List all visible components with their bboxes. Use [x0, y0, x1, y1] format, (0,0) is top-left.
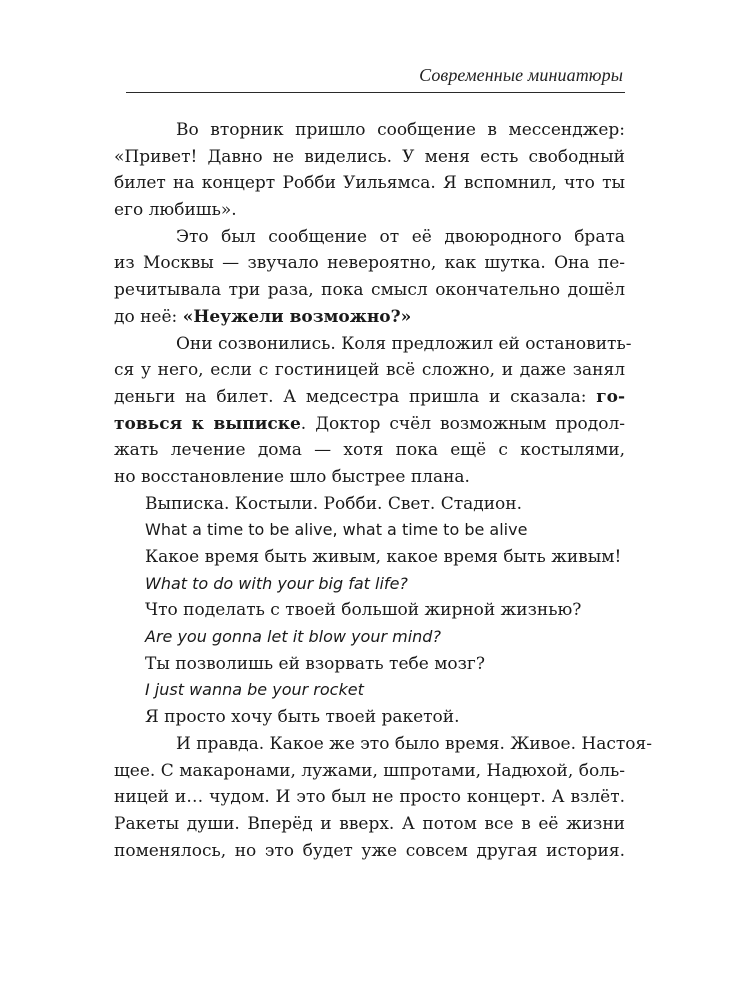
- running-header-title: Современные миниатюры: [419, 65, 623, 85]
- lyric-line-3: Are you gonna let it blow your mind?: [145, 627, 441, 647]
- paragraph-2-line-1: Это был сообщение от её двоюродного брата: [176, 226, 625, 247]
- lyric-translation-1: Какое время быть живым, какое время быть живым!: [145, 547, 622, 567]
- paragraph-1-line-4: его любишь».: [114, 200, 237, 221]
- paragraph-5-line-3: ницей и… чудом. И это был не просто концерт. А взлёт.: [114, 787, 625, 808]
- paragraph-5-line-4: Ракеты души. Вперёд и вверх. А потом все в её жизни: [114, 813, 625, 834]
- paragraph-1-line-3: билет на концерт Робби Уильямса. Я вспомнил, что ты: [114, 173, 625, 194]
- paragraph-2-line-2: из Москвы — звучало невероятно, как шутка. Она пе-: [114, 253, 625, 274]
- paragraph-3-line-3: [114, 384, 625, 411]
- bold-phrase-end: товься к выписке: [114, 413, 301, 434]
- paragraph-5-line-1: И правда. Какое же это было время. Живое. Настоя-: [176, 733, 653, 754]
- lyric-line-2: What to do with your big fat life?: [145, 573, 408, 593]
- paragraph-3-line-3-text: деньги на билет. А медсестра пришла и сказала:: [114, 386, 597, 407]
- paragraph-3-line-6: но восстановление шло быстрее плана.: [114, 466, 470, 487]
- bold-phrase-start: го-: [596, 386, 625, 407]
- paragraph-3-line-4: [114, 411, 625, 438]
- lyric-line-1: What a time to be alive, what a time to be alive: [145, 520, 528, 540]
- paragraph-3-line-4-text: . Доктор счёл возможным продол-: [300, 413, 625, 434]
- paragraph-2-line-3: речитывала три раза, пока смысл окончательно дошёл: [114, 280, 625, 301]
- paragraph-3-line-5: жать лечение дома — хотя пока ещё с костылями,: [114, 440, 625, 461]
- paragraph-2-line-4-text: до неё:: [114, 306, 183, 327]
- running-header: [126, 58, 625, 93]
- paragraph-1-line-2: «Привет! Давно не виделись. У меня есть свободный: [114, 146, 625, 167]
- paragraph-5-line-2: щее. С макаронами, лужами, шпротами, Надюхой, боль-: [114, 760, 625, 781]
- bold-quote: «Неужели возможно?»: [182, 306, 412, 327]
- lyric-line-4: I just wanna be your rocket: [145, 680, 364, 700]
- paragraph-1-line-1: Во вторник пришло сообщение в мессенджер:: [176, 120, 625, 140]
- body-text: [114, 117, 653, 864]
- lyric-translation-2: Что поделать с твоей большой жирной жизнью?: [145, 600, 582, 621]
- paragraph-3-line-2: ся у него, если с гостиницей всё сложно, и даже занял: [114, 360, 625, 381]
- paragraph-4: Выписка. Костыли. Робби. Свет. Стадион.: [145, 493, 523, 514]
- paragraph-3-line-1: Они созвонились. Коля предложил ей остановить-: [176, 333, 632, 354]
- lyric-translation-3: Ты позволишь ей взорвать тебе мозг?: [145, 653, 485, 674]
- paragraph-2-line-4: [114, 304, 625, 331]
- paragraph-5-line-5: поменялось, но это будет уже совсем другая история.: [114, 840, 625, 861]
- lyric-translation-4: Я просто хочу быть твоей ракетой.: [145, 707, 460, 728]
